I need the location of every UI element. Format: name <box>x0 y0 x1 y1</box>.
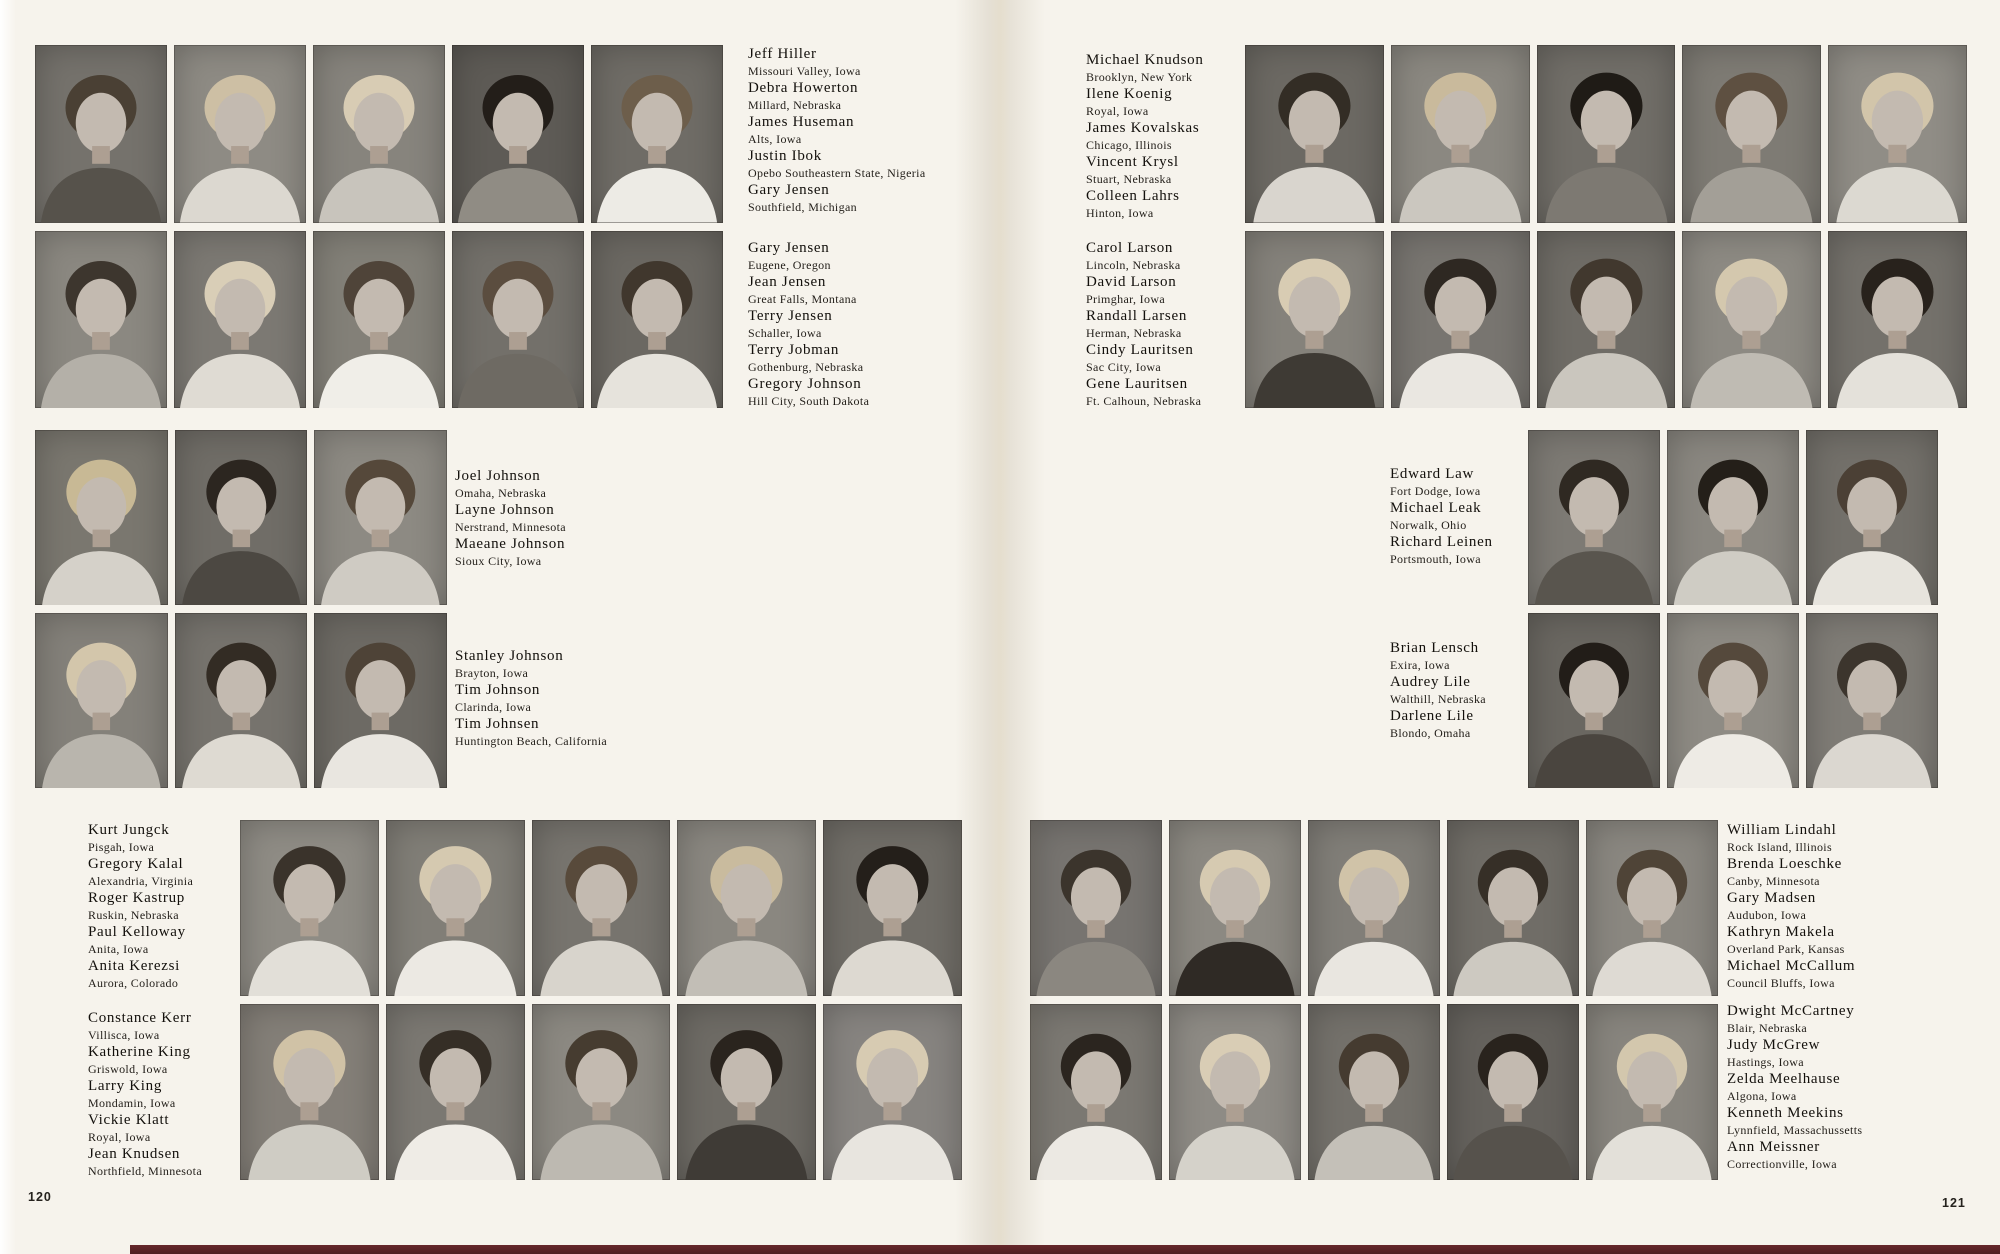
student-name: Maeane Johnson <box>455 536 566 552</box>
student-location: Alts, Iowa <box>748 132 802 146</box>
student-entry <box>88 856 238 890</box>
student-entry <box>1086 308 1246 342</box>
portrait-silhouette <box>823 1004 962 1180</box>
student-entry <box>748 182 1078 216</box>
student-location: Villisca, Iowa <box>88 1028 160 1042</box>
student-location: Correctionville, Iowa <box>1727 1157 1837 1171</box>
portrait-photo <box>35 430 168 605</box>
student-entry <box>1086 120 1246 154</box>
portrait-photo <box>677 1004 816 1180</box>
portrait-photo <box>240 820 379 996</box>
student-location: Clarinda, Iowa <box>455 700 532 714</box>
portrait-silhouette <box>532 1004 671 1180</box>
student-name: Paul Kelloway <box>88 924 186 940</box>
student-entry <box>1086 274 1246 308</box>
student-location: Gothenburg, Nebraska <box>748 360 864 374</box>
portrait-photo <box>175 430 308 605</box>
student-location: Walthill, Nebraska <box>1390 692 1486 706</box>
student-name: Roger Kastrup <box>88 890 185 906</box>
student-name: Gary Jensen <box>748 182 830 198</box>
portrait-photo <box>532 1004 671 1180</box>
portrait-silhouette <box>591 231 723 409</box>
student-entry <box>88 1010 238 1044</box>
page-number-left: 120 <box>28 1190 52 1204</box>
student-entry <box>88 924 238 958</box>
student-location: Overland Park, Kansas <box>1727 942 1845 956</box>
name-block-johnson-stanley <box>455 648 735 750</box>
portrait-photo <box>823 1004 962 1180</box>
name-block-kerr <box>88 1010 238 1180</box>
student-name: Gregory Johnson <box>748 376 862 392</box>
student-entry <box>748 376 1078 410</box>
student-entry <box>1727 1105 1957 1139</box>
student-name: Vincent Krysl <box>1086 154 1179 170</box>
student-entry <box>1086 240 1246 274</box>
student-entry <box>455 468 735 502</box>
student-entry <box>1727 924 1957 958</box>
portrait-photo <box>35 45 167 223</box>
student-location: Sioux City, Iowa <box>455 554 542 568</box>
portrait-silhouette <box>313 45 445 223</box>
student-entry <box>1727 958 1957 992</box>
student-name: Ann Meissner <box>1727 1139 1820 1155</box>
portrait-photo <box>677 820 816 996</box>
portrait-photo <box>1828 231 1967 409</box>
portrait-silhouette <box>1828 45 1967 223</box>
student-entry <box>1390 534 1530 568</box>
student-name: Jean Knudsen <box>88 1146 181 1162</box>
student-entry <box>1086 188 1246 222</box>
portrait-silhouette <box>1667 613 1799 788</box>
student-name: Terry Jensen <box>748 308 833 324</box>
portrait-silhouette <box>174 45 306 223</box>
student-entry <box>455 648 735 682</box>
portrait-photo <box>1806 430 1938 605</box>
portrait-photo <box>1537 231 1676 409</box>
portrait-photo <box>175 613 308 788</box>
portrait-photo <box>1828 45 1967 223</box>
portrait-photo <box>314 613 447 788</box>
student-location: Sac City, Iowa <box>1086 360 1162 374</box>
student-name: Gary Jensen <box>748 240 830 256</box>
portrait-photo <box>174 231 306 409</box>
portrait-photo <box>174 45 306 223</box>
student-name: Colleen Lahrs <box>1086 188 1180 204</box>
portrait-photo <box>1682 231 1821 409</box>
student-entry <box>88 1078 238 1112</box>
student-name: Tim Johnsen <box>455 716 540 732</box>
student-location: Aurora, Colorado <box>88 976 179 990</box>
portrait-photo <box>1308 1004 1440 1180</box>
student-entry <box>1727 1037 1957 1071</box>
student-name: Edward Law <box>1390 466 1475 482</box>
student-entry <box>748 148 1078 182</box>
portrait-silhouette <box>240 1004 379 1180</box>
name-block-johnson-joel <box>455 468 735 570</box>
portrait-silhouette <box>1667 430 1799 605</box>
portrait-silhouette <box>175 430 308 605</box>
student-location: Brayton, Iowa <box>455 666 529 680</box>
student-name: Katherine King <box>88 1044 191 1060</box>
portrait-photo <box>823 820 962 996</box>
portrait-silhouette <box>1537 231 1676 409</box>
student-location: Algona, Iowa <box>1727 1089 1797 1103</box>
portrait-photo <box>1528 613 1660 788</box>
student-name: Michael McCallum <box>1727 958 1856 974</box>
portrait-silhouette <box>1245 231 1384 409</box>
student-location: Southfield, Michigan <box>748 200 857 214</box>
student-name: Ilene Koenig <box>1086 86 1173 102</box>
student-location: Stuart, Nebraska <box>1086 172 1172 186</box>
portrait-silhouette <box>1537 45 1676 223</box>
student-name: James Huseman <box>748 114 855 130</box>
student-entry <box>1390 674 1530 708</box>
student-entry <box>748 80 1078 114</box>
portrait-photo <box>313 231 445 409</box>
page-edge-left <box>0 0 16 1254</box>
student-name: David Larson <box>1086 274 1177 290</box>
portrait-silhouette <box>1308 1004 1440 1180</box>
student-location: Pisgah, Iowa <box>88 840 155 854</box>
student-entry <box>1727 856 1957 890</box>
name-block-larson <box>1086 240 1246 410</box>
student-location: Huntington Beach, California <box>455 734 608 748</box>
student-location: Primghar, Iowa <box>1086 292 1166 306</box>
student-name: Gregory Kalal <box>88 856 184 872</box>
portrait-silhouette <box>1030 820 1162 996</box>
portrait-silhouette <box>677 1004 816 1180</box>
student-location: Millard, Nebraska <box>748 98 842 112</box>
student-entry <box>455 502 735 536</box>
portrait-silhouette <box>452 45 584 223</box>
portrait-silhouette <box>1391 231 1530 409</box>
name-block-knudson <box>1086 52 1246 222</box>
student-name: Vickie Klatt <box>88 1112 170 1128</box>
student-name: Darlene Lile <box>1390 708 1474 724</box>
student-location: Griswold, Iowa <box>88 1062 168 1076</box>
portrait-photo <box>1391 45 1530 223</box>
student-entry <box>748 114 1078 148</box>
portrait-silhouette <box>452 231 584 409</box>
portrait-silhouette <box>1682 45 1821 223</box>
student-name: Debra Howerton <box>748 80 859 96</box>
student-name: Tim Johnson <box>455 682 541 698</box>
portrait-silhouette <box>823 820 962 996</box>
portrait-photo <box>591 45 723 223</box>
student-name: Brian Lensch <box>1390 640 1479 656</box>
portrait-photo <box>240 1004 379 1180</box>
student-location: Northfield, Minnesota <box>88 1164 202 1178</box>
student-location: Eugene, Oregon <box>748 258 831 272</box>
portrait-silhouette <box>174 231 306 409</box>
student-entry <box>1086 86 1246 120</box>
portrait-silhouette <box>314 613 447 788</box>
student-location: Great Falls, Montana <box>748 292 857 306</box>
portrait-photo <box>1537 45 1676 223</box>
student-entry <box>1390 466 1530 500</box>
student-name: Carol Larson <box>1086 240 1174 256</box>
student-location: Omaha, Nebraska <box>455 486 547 500</box>
student-name: William Lindahl <box>1727 822 1837 838</box>
portrait-photo <box>1806 613 1938 788</box>
student-location: Lynnfield, Massachussetts <box>1727 1123 1863 1137</box>
portrait-photo <box>35 231 167 409</box>
portrait-silhouette <box>1030 1004 1162 1180</box>
student-name: Joel Johnson <box>455 468 541 484</box>
student-name: Layne Johnson <box>455 502 555 518</box>
portrait-silhouette <box>35 613 168 788</box>
student-name: Randall Larsen <box>1086 308 1188 324</box>
photo-grid-left-bottom <box>240 820 962 1180</box>
student-location: Hastings, Iowa <box>1727 1055 1804 1069</box>
student-entry <box>1086 52 1246 86</box>
student-name: Stanley Johnson <box>455 648 564 664</box>
name-block-mccartney <box>1727 1003 1957 1173</box>
portrait-silhouette <box>1447 820 1579 996</box>
student-location: Lincoln, Nebraska <box>1086 258 1181 272</box>
portrait-silhouette <box>35 45 167 223</box>
name-block-jungck <box>88 822 238 992</box>
portrait-silhouette <box>1528 430 1660 605</box>
student-entry <box>1727 1003 1957 1037</box>
student-name: Michael Knudson <box>1086 52 1204 68</box>
student-location: Schaller, Iowa <box>748 326 822 340</box>
page-number-right: 121 <box>1942 1196 1966 1210</box>
student-location: Ruskin, Nebraska <box>88 908 179 922</box>
student-location: Mondamin, Iowa <box>88 1096 176 1110</box>
student-location: Nerstrand, Minnesota <box>455 520 566 534</box>
portrait-silhouette <box>1447 1004 1579 1180</box>
portrait-photo <box>1667 430 1799 605</box>
portrait-photo <box>1391 231 1530 409</box>
portrait-photo <box>1667 613 1799 788</box>
student-name: Jean Jensen <box>748 274 827 290</box>
portrait-photo <box>1245 231 1384 409</box>
student-location: Missouri Valley, Iowa <box>748 64 861 78</box>
portrait-silhouette <box>386 1004 525 1180</box>
student-name: Jeff Hiller <box>748 46 817 62</box>
student-entry <box>1727 1071 1957 1105</box>
student-name: Richard Leinen <box>1390 534 1493 550</box>
student-location: Blondo, Omaha <box>1390 726 1471 740</box>
student-entry <box>1086 376 1246 410</box>
photo-grid-left-top <box>35 45 723 408</box>
student-entry <box>455 536 735 570</box>
binding-strip <box>130 1245 2000 1254</box>
portrait-photo <box>1030 1004 1162 1180</box>
student-location: Brooklyn, New York <box>1086 70 1193 84</box>
student-name: Constance Kerr <box>88 1010 192 1026</box>
student-location: Alexandria, Virginia <box>88 874 194 888</box>
student-entry <box>1086 154 1246 188</box>
student-location: Council Bluffs, Iowa <box>1727 976 1835 990</box>
portrait-photo <box>1308 820 1440 996</box>
student-name: Gary Madsen <box>1727 890 1816 906</box>
portrait-silhouette <box>1586 820 1718 996</box>
student-name: Cindy Lauritsen <box>1086 342 1194 358</box>
student-location: Audubon, Iowa <box>1727 908 1807 922</box>
portrait-silhouette <box>1245 45 1384 223</box>
student-entry <box>88 822 238 856</box>
photo-grid-left-middle <box>35 430 447 788</box>
portrait-silhouette <box>1828 231 1967 409</box>
portrait-photo <box>1447 820 1579 996</box>
portrait-silhouette <box>386 820 525 996</box>
photo-grid-right-top <box>1245 45 1967 408</box>
student-entry <box>455 682 735 716</box>
student-entry <box>88 1146 238 1180</box>
student-name: Anita Kerezsi <box>88 958 180 974</box>
student-location: Anita, Iowa <box>88 942 149 956</box>
portrait-silhouette <box>1391 45 1530 223</box>
portrait-silhouette <box>1682 231 1821 409</box>
student-entry <box>88 1044 238 1078</box>
student-entry <box>748 46 1078 80</box>
student-entry <box>1390 640 1530 674</box>
portrait-photo <box>1447 1004 1579 1180</box>
student-location: Portsmouth, Iowa <box>1390 552 1481 566</box>
portrait-photo <box>1169 820 1301 996</box>
student-entry <box>1390 500 1530 534</box>
student-location: Royal, Iowa <box>1086 104 1149 118</box>
name-block-law <box>1390 466 1530 568</box>
student-name: Kathryn Makela <box>1727 924 1835 940</box>
portrait-photo <box>532 820 671 996</box>
portrait-silhouette <box>175 613 308 788</box>
portrait-photo <box>386 1004 525 1180</box>
portrait-silhouette <box>313 231 445 409</box>
photo-grid-right-bottom <box>1030 820 1718 1180</box>
portrait-photo <box>1528 430 1660 605</box>
student-entry <box>1390 708 1530 742</box>
portrait-silhouette <box>1806 430 1938 605</box>
student-name: Michael Leak <box>1390 500 1482 516</box>
portrait-silhouette <box>677 820 816 996</box>
student-name: Larry King <box>88 1078 163 1094</box>
name-block-lindahl <box>1727 822 1957 992</box>
portrait-silhouette <box>1586 1004 1718 1180</box>
portrait-photo <box>1586 1004 1718 1180</box>
name-block-hiller <box>748 46 1078 216</box>
student-entry <box>748 342 1078 376</box>
student-entry <box>455 716 735 750</box>
portrait-silhouette <box>314 430 447 605</box>
student-entry <box>88 890 238 924</box>
student-entry <box>88 958 238 992</box>
student-entry <box>748 274 1078 308</box>
student-location: Ft. Calhoun, Nebraska <box>1086 394 1202 408</box>
portrait-silhouette <box>35 430 168 605</box>
student-entry <box>1727 1139 1957 1173</box>
portrait-photo <box>1245 45 1384 223</box>
student-name: Audrey Lile <box>1390 674 1471 690</box>
student-name: Dwight McCartney <box>1727 1003 1855 1019</box>
portrait-photo <box>386 820 525 996</box>
portrait-photo <box>314 430 447 605</box>
student-name: Zelda Meelhause <box>1727 1071 1841 1087</box>
portrait-silhouette <box>1169 1004 1301 1180</box>
portrait-silhouette <box>532 820 671 996</box>
student-entry <box>748 240 1078 274</box>
student-location: Royal, Iowa <box>88 1130 151 1144</box>
student-location: Canby, Minnesota <box>1727 874 1820 888</box>
photo-grid-right-middle <box>1528 430 1938 788</box>
student-entry <box>88 1112 238 1146</box>
portrait-silhouette <box>1169 820 1301 996</box>
student-name: Justin Ibok <box>748 148 822 164</box>
student-name: Kenneth Meekins <box>1727 1105 1844 1121</box>
student-location: Norwalk, Ohio <box>1390 518 1467 532</box>
student-location: Blair, Nebraska <box>1727 1021 1808 1035</box>
student-location: Exira, Iowa <box>1390 658 1450 672</box>
portrait-photo <box>1169 1004 1301 1180</box>
name-block-lensch <box>1390 640 1530 742</box>
portrait-silhouette <box>1528 613 1660 788</box>
student-location: Opebo Southeastern State, Nigeria <box>748 166 926 180</box>
student-entry <box>748 308 1078 342</box>
portrait-photo <box>452 231 584 409</box>
portrait-photo <box>452 45 584 223</box>
student-name: Terry Jobman <box>748 342 840 358</box>
student-location: Rock Island, Illinois <box>1727 840 1833 854</box>
portrait-photo <box>591 231 723 409</box>
student-entry <box>1086 342 1246 376</box>
student-name: Brenda Loeschke <box>1727 856 1843 872</box>
portrait-photo <box>1030 820 1162 996</box>
student-location: Fort Dodge, Iowa <box>1390 484 1481 498</box>
portrait-photo <box>1682 45 1821 223</box>
portrait-photo <box>313 45 445 223</box>
student-name: Kurt Jungck <box>88 822 170 838</box>
student-name: Judy McGrew <box>1727 1037 1821 1053</box>
student-name: James Kovalskas <box>1086 120 1200 136</box>
portrait-silhouette <box>240 820 379 996</box>
portrait-photo <box>35 613 168 788</box>
student-entry <box>1727 822 1957 856</box>
student-location: Hill City, South Dakota <box>748 394 870 408</box>
name-block-jensen <box>748 240 1078 410</box>
portrait-silhouette <box>1308 820 1440 996</box>
student-location: Hinton, Iowa <box>1086 206 1154 220</box>
portrait-photo <box>1586 820 1718 996</box>
portrait-silhouette <box>35 231 167 409</box>
student-location: Chicago, Illinois <box>1086 138 1172 152</box>
student-location: Herman, Nebraska <box>1086 326 1182 340</box>
portrait-silhouette <box>591 45 723 223</box>
student-name: Gene Lauritsen <box>1086 376 1188 392</box>
portrait-silhouette <box>1806 613 1938 788</box>
student-entry <box>1727 890 1957 924</box>
